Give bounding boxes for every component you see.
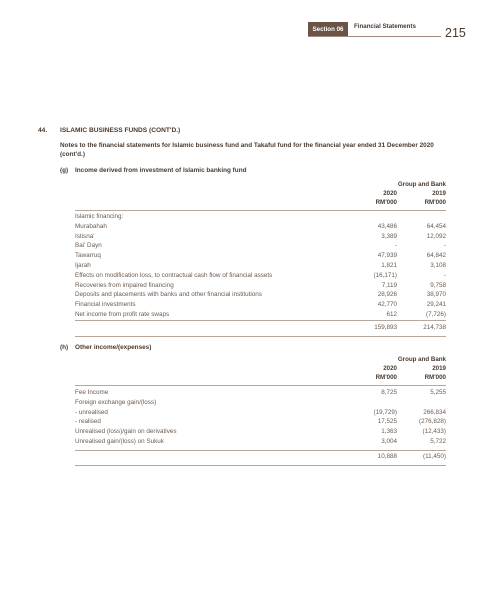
- row-value-2019: 3,108: [430, 262, 446, 269]
- row-value-2020: 1,821: [381, 262, 397, 269]
- table-row: [75, 272, 446, 282]
- section-h-top-rule: [75, 385, 446, 386]
- table-row: [75, 262, 446, 272]
- row-value-2019: 12,092: [426, 232, 446, 240]
- row-label: Effects on modification loss, to contractual cash flow of financial assets: [75, 271, 273, 279]
- row-label: Deposits and placements with banks and other financial institutions: [75, 291, 262, 299]
- row-value-2020: (19,729): [373, 408, 397, 416]
- section-h-unit-2020: RM'000: [375, 374, 397, 381]
- table-row: [75, 438, 446, 448]
- row-value-2020: 8,725: [381, 389, 397, 396]
- table-row: [75, 213, 446, 223]
- section-g-unit-2020: RM'000: [375, 199, 397, 206]
- table-row: [75, 301, 446, 311]
- section-h-total-2020: 10,888: [377, 453, 397, 460]
- row-value-2020: 43,486: [377, 222, 397, 230]
- row-label: Fee Income: [75, 389, 109, 396]
- section-h-title: Other income/(expenses): [75, 344, 152, 351]
- row-label: Net income from profit rate swaps: [75, 311, 170, 318]
- section-g-year-2020: 2020: [383, 190, 397, 197]
- row-label: Istisna': [75, 232, 95, 240]
- row-value-2019: 266,834: [423, 408, 446, 416]
- row-value-2020: -: [394, 242, 397, 250]
- row-value-2019: 5,255: [430, 389, 446, 396]
- row-value-2019: 38,970: [426, 291, 446, 299]
- row-value-2019: 64,454: [426, 222, 446, 230]
- row-label: - unrealised: [75, 408, 108, 416]
- section-title: Financial Statements: [354, 23, 416, 30]
- section-h-total-2019: (11,450): [423, 453, 446, 460]
- row-value-2020: 612: [386, 311, 397, 318]
- row-label: Bai' Dayn: [75, 242, 102, 250]
- row-label: Tawarruq: [75, 252, 101, 260]
- row-value-2020: 1,363: [381, 428, 397, 436]
- row-value-2020: 3,004: [381, 438, 397, 445]
- section-g-total-row: [75, 324, 446, 334]
- row-value-2019: 5,722: [430, 438, 446, 445]
- section-h-unit-2019: RM'000: [424, 374, 446, 381]
- note-title: ISLAMIC BUSINESS FUNDS (CONT'D.): [60, 127, 181, 134]
- row-label: Financial investments: [75, 301, 136, 309]
- table-row: [75, 233, 446, 243]
- row-label: Murabahah: [75, 222, 107, 230]
- section-h-group-label: Group and Bank: [397, 356, 446, 363]
- note-intro: Notes to the financial statements for Islamic business fund and Takaful fund for the financial year ended 31 December 2020 (cont'd.): [60, 142, 434, 158]
- note-number: 44.: [38, 127, 48, 134]
- row-label: Unrealised gain/(loss) on Sukuk: [75, 438, 164, 445]
- section-g-title: Income derived from investment of Islamic banking fund: [75, 167, 247, 174]
- section-g-top-rule: [75, 210, 446, 211]
- row-label: Ijarah: [75, 262, 91, 269]
- table-row: [75, 223, 446, 233]
- table-row: [75, 291, 446, 301]
- row-label: Unrealised (loss)/gain on derivatives: [75, 428, 177, 436]
- section-h-total-row: [75, 453, 446, 463]
- row-label: Recoveries from impaired financing: [75, 281, 174, 289]
- header-divider: [308, 36, 441, 37]
- row-label: Foreign exchange gain/(loss): [75, 398, 157, 406]
- table-row: [75, 242, 446, 252]
- section-tag: Section 06: [308, 22, 348, 36]
- table-row: [75, 389, 446, 399]
- table-row: [75, 399, 446, 409]
- page-number: 215: [445, 26, 466, 40]
- row-value-2020: (16,171): [373, 271, 397, 279]
- row-value-2019: 64,842: [426, 252, 446, 260]
- row-value-2019: -: [443, 271, 446, 279]
- section-g-total-2020: 159,893: [374, 324, 397, 331]
- section-g-bottom-rule: [75, 336, 446, 337]
- row-value-2020: 47,939: [377, 252, 397, 260]
- table-row: [75, 409, 446, 419]
- section-g-year-2019: 2019: [432, 190, 446, 197]
- row-value-2019: (276,828): [419, 418, 446, 426]
- row-value-2019: 29,241: [426, 301, 446, 309]
- section-g-letter: (g): [60, 167, 69, 174]
- section-h-total-rule: [75, 450, 446, 451]
- section-h-letter: (h): [60, 344, 69, 351]
- row-value-2019: (7,726): [426, 311, 446, 318]
- section-h-year-2020: 2020: [383, 365, 397, 372]
- row-label: - realised: [75, 418, 101, 426]
- section-h-bottom-rule: [75, 465, 446, 466]
- row-value-2020: 7,119: [381, 281, 397, 289]
- row-value-2020: 28,926: [377, 291, 397, 299]
- section-h-year-2019: 2019: [432, 365, 446, 372]
- section-g-total-2019: 214,738: [423, 324, 446, 331]
- section-g-unit-2019: RM'000: [424, 199, 446, 206]
- row-value-2020: 42,770: [377, 301, 397, 309]
- table-row: [75, 252, 446, 262]
- table-row: [75, 282, 446, 292]
- table-row: [75, 418, 446, 428]
- row-value-2019: -: [443, 242, 446, 250]
- row-value-2019: (12,433): [422, 428, 446, 436]
- table-row: [75, 428, 446, 438]
- section-g-total-rule: [75, 320, 446, 321]
- row-value-2020: 3,389: [381, 232, 397, 240]
- section-g-group-label: Group and Bank: [397, 181, 446, 188]
- row-value-2019: 9,758: [430, 281, 446, 289]
- row-value-2020: 17,525: [377, 418, 397, 426]
- row-label: Islamic financing:: [75, 213, 124, 220]
